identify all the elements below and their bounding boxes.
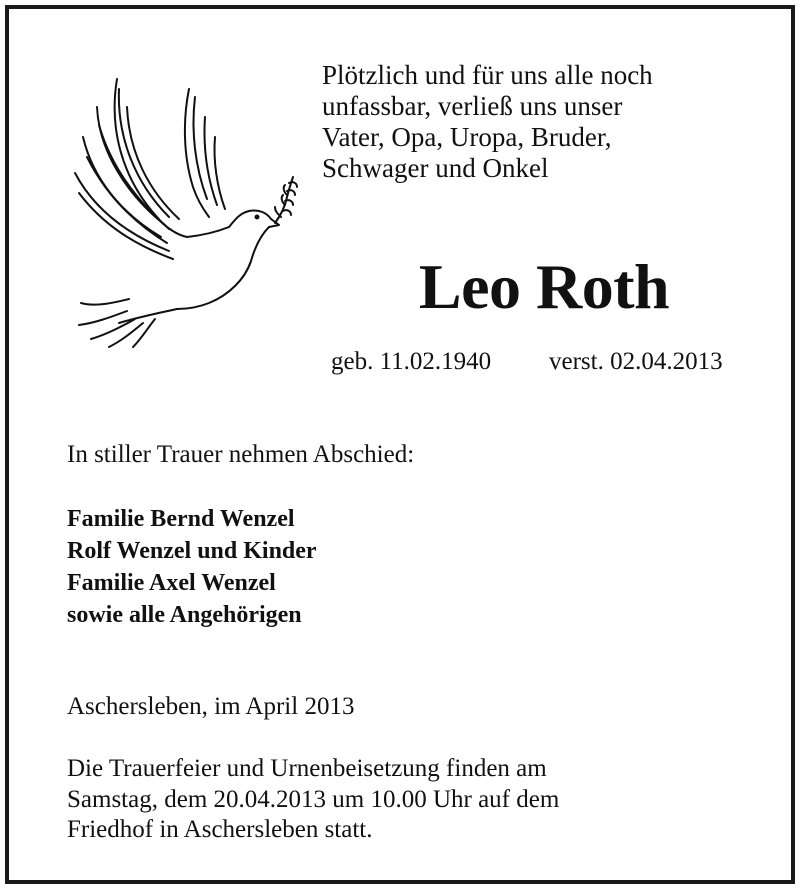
funeral-line: Friedhof in Aschersleben statt.: [67, 816, 373, 843]
place-and-date: Aschersleben, im April 2013: [67, 693, 355, 720]
mourner-entry: sowie alle Angehörigen: [67, 602, 302, 628]
intro-text: [322, 60, 742, 184]
mourner-entry: Rolf Wenzel und Kinder: [67, 538, 317, 564]
funeral-info: [67, 754, 559, 846]
mourners-list: [67, 503, 317, 631]
deceased-name: Leo Roth: [418, 251, 670, 322]
funeral-line: Die Trauerfeier und Urnenbeisetzung finden am: [67, 755, 547, 782]
obituary-notice: [5, 5, 795, 884]
intro-line: unfassbar, verließ uns unser: [322, 91, 623, 121]
intro-line: Schwager und Onkel: [322, 153, 549, 183]
mourner-entry: Familie Bernd Wenzel: [67, 506, 295, 532]
death-date: verst. 02.04.2013: [549, 348, 723, 375]
dove-icon: [69, 67, 299, 357]
birth-date: geb. 11.02.1940: [331, 348, 492, 375]
mourner-entry: Familie Axel Wenzel: [67, 570, 276, 596]
funeral-line: Samstag, dem 20.04.2013 um 10.00 Uhr auf dem: [67, 785, 560, 813]
intro-line: Vater, Opa, Uropa, Bruder,: [322, 122, 612, 152]
mourning-heading: In stiller Trauer nehmen Abschied:: [67, 441, 415, 468]
intro-line: Plötzlich und für uns alle noch: [322, 60, 653, 90]
